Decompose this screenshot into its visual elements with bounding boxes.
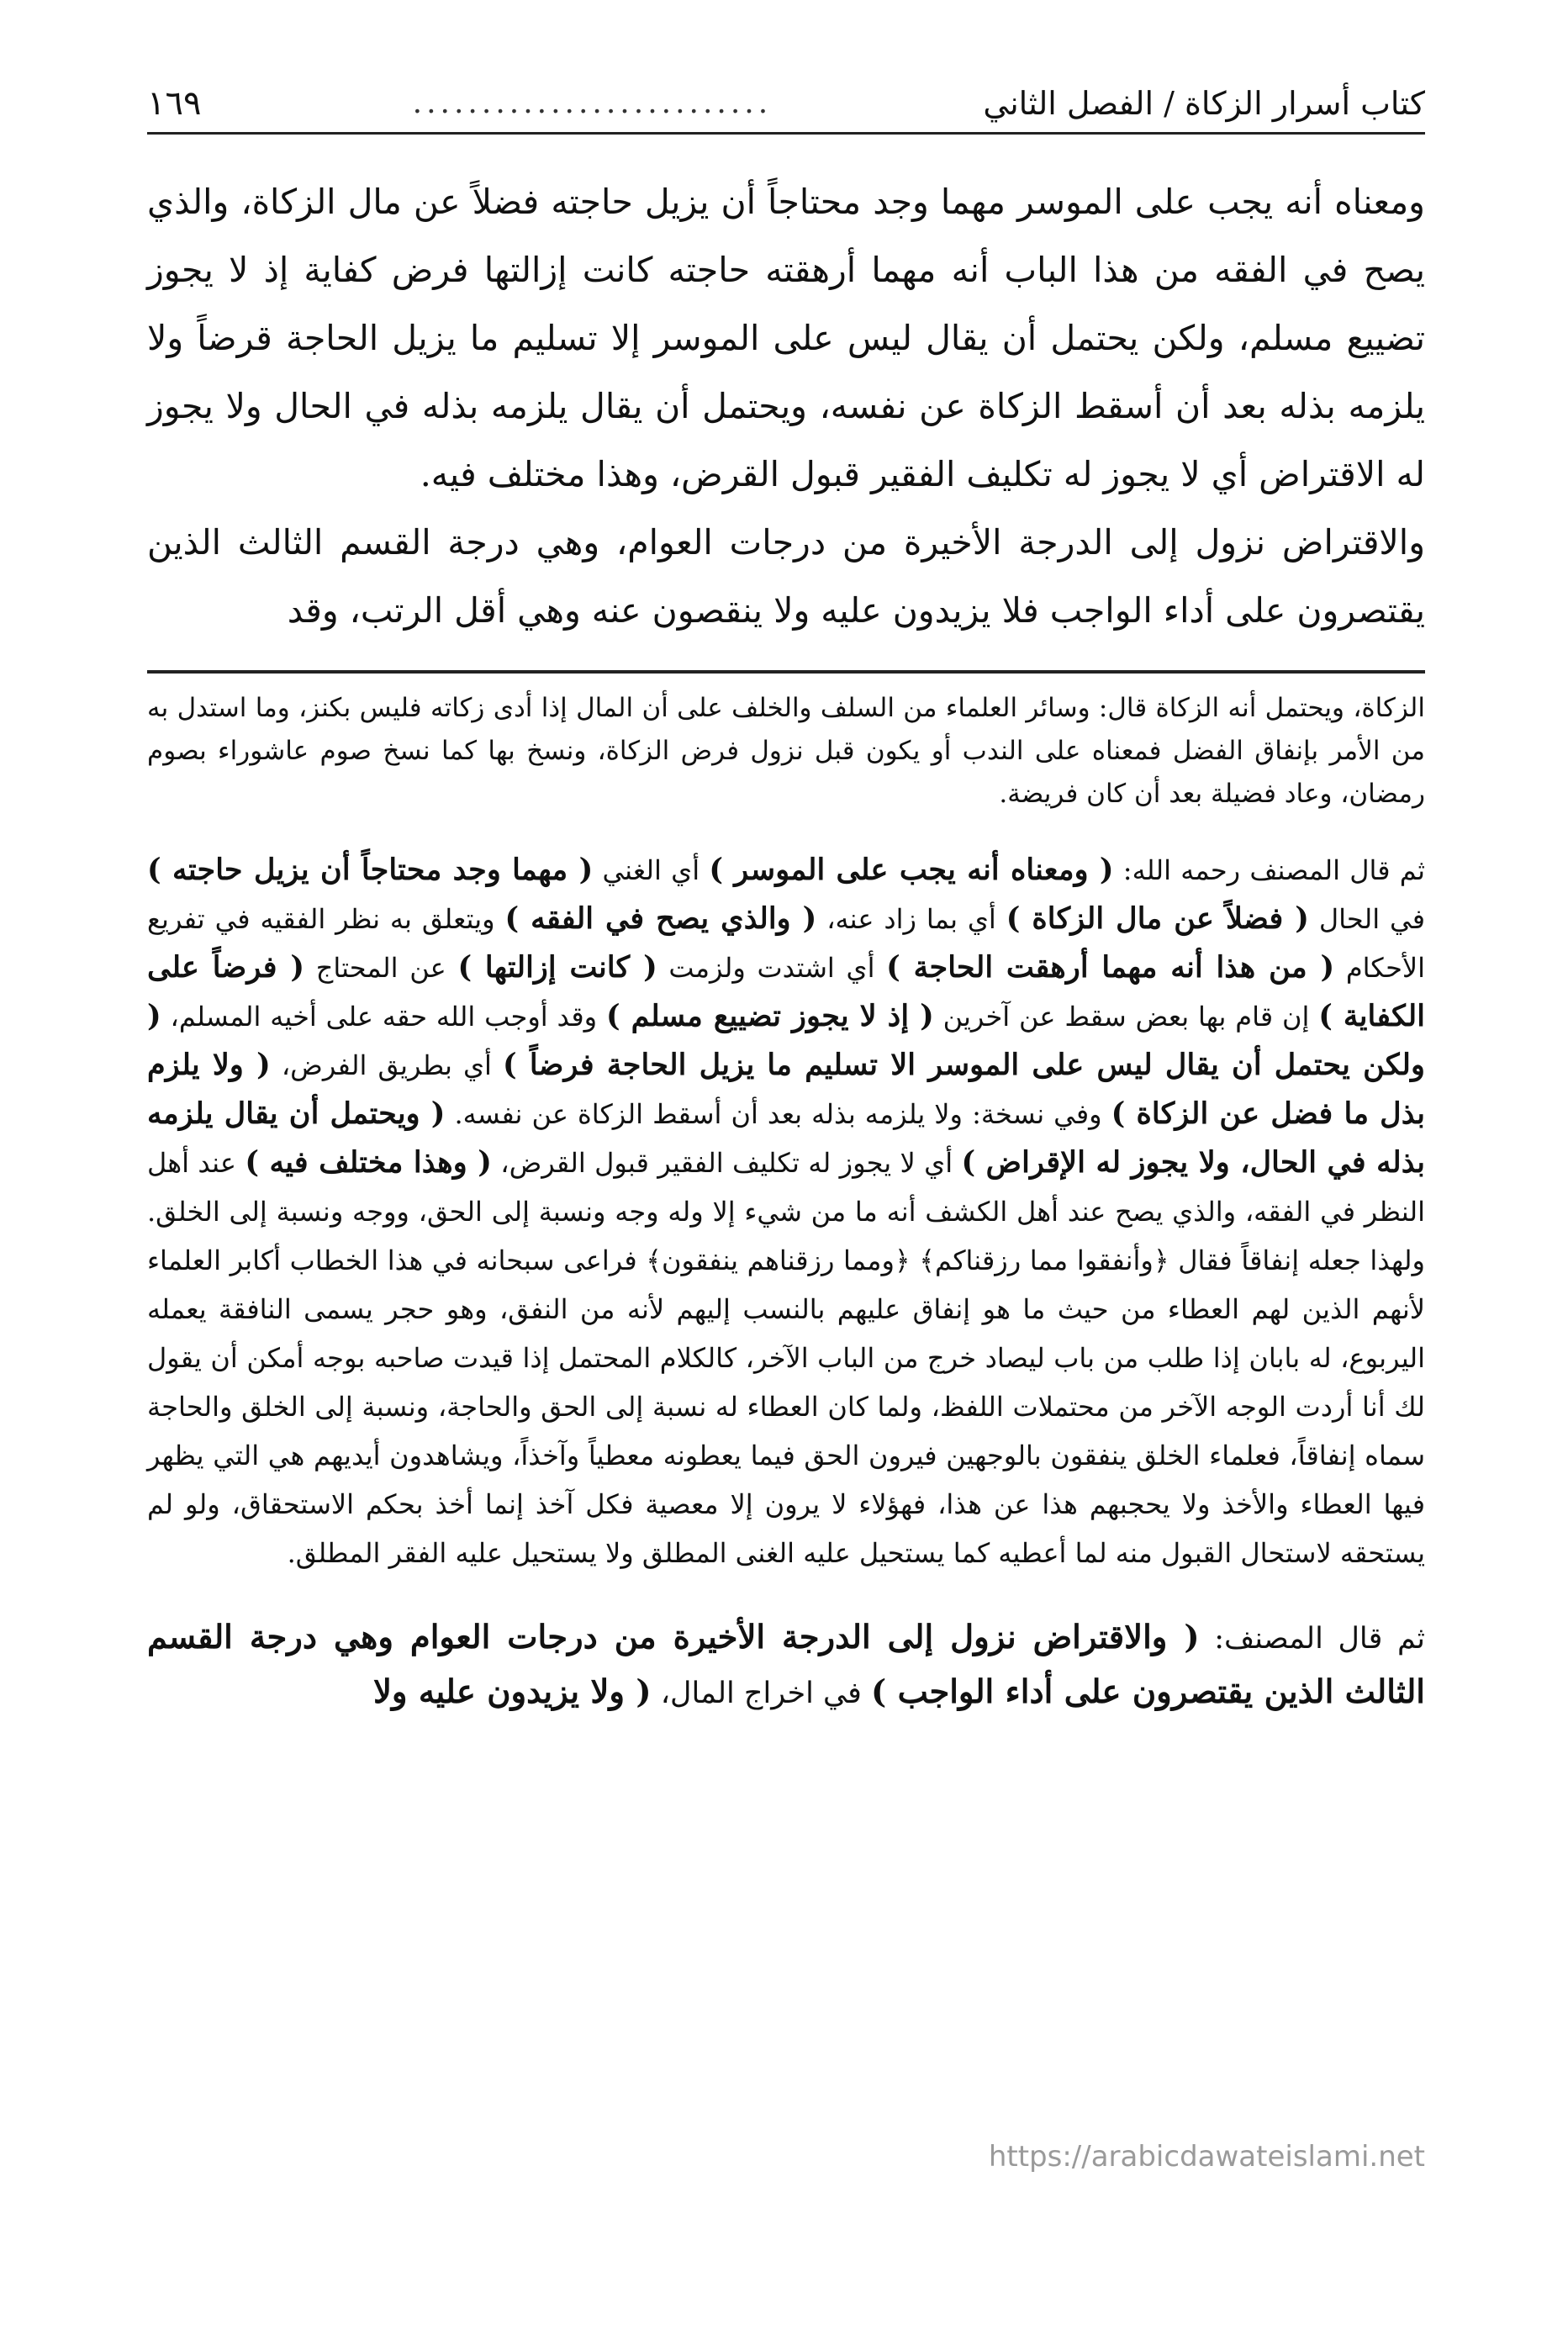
quoted-matn-text: ( وهذا مختلف فيه ) [245,1145,492,1180]
commentary-text: إن قام بها بعض سقط عن آخرين [933,1001,1319,1033]
footnote [147,687,1425,816]
main-paragraph-2: والاقتراض نزول إلى الدرجة الأخيرة من درجات العوام، وهي درجة القسم الثالث الذين يقتصرون على أداء الواجب فلا يزيدون عليه ولا ينقصون عنه وهي أقل الرتب، وقد [147,522,1425,631]
commentary-text: أي بما زاد عنه، [816,903,1006,935]
commentary-text: وقد أوجب الله حقه على أخيه المسلم، [161,1001,606,1033]
footnote-text: الزكاة، ويحتمل أنه الزكاة قال: وسائر العلماء من السلف والخلف على أن المال إذا أدى زكاته فليس بكنز، وما استدل به من الأمر بإنفاق الفضل فمعناه على الندب أو يكون قبل نزول فرض الزكاة، ونسخ بها كما نسخ صوم عاشوراء بصوم رمضان، وعاد فضيلة بعد أن كان فريضة. [147,693,1425,809]
quoted-matn-text: ( ومعناه أنه يجب على الموسر ) [709,853,1114,887]
commentary [147,846,1425,1720]
commentary-text: وفي نسخة: ولا يلزمه بذله بعد أن أسقط الزكاة عن نفسه. [445,1098,1111,1130]
quoted-matn-text: ( مهما وجد محتاجاً أن يزيل حاجته ) [147,853,594,887]
quoted-matn-text: ( كانت إزالتها ) [457,950,657,985]
commentary-text: ويتعلق به نظر الفقيه في تفريع الأحكام [147,903,1426,984]
watermark-url: https://arabicdawateislami.net [988,2140,1425,2174]
commentary-text: في اخراج المال، [651,1677,872,1710]
footnote-divider [147,670,1425,674]
page-number: ١٦٩ [147,84,202,123]
quoted-matn-text: ( والذي يصح في الفقه ) [504,901,817,936]
commentary-text: في الحال [1308,903,1426,935]
quoted-matn-text: ( ولا يلزم بذل ما فضل عن الزكاة ) [147,1048,1426,1131]
running-header [147,80,1425,135]
header-leader-dots: .......................... [412,86,773,120]
commentary-text: أي بطريق الفرض، [270,1049,504,1081]
main-text [147,168,1425,645]
quoted-matn-text: ( ويحتمل أن يقال يلزمه بذله في الحال، ولا يجوز له الإقراض ) [147,1096,1426,1180]
quoted-matn-text: ( فضلاً عن مال الزكاة ) [1006,901,1309,936]
book-page [147,80,1425,2274]
commentary-text: ثم قال المصنف رحمه الله: [1113,854,1426,886]
quoted-matn-text: ( إذ لا يجوز تضييع مسلم ) [605,999,934,1033]
commentary-text: ثم قال المصنف: [1199,1622,1426,1656]
main-paragraph-1: ومعناه أنه يجب على الموسر مهما وجد محتاجاً أن يزيل حاجته فضلاً عن مال الزكاة، والذي يصح في الفقه من هذا الباب أنه مهما أرهقته حاجته كانت إزالتها فرض كفاية إذ لا يجوز تضييع مسلم، ولكن يحتمل أن يقال ليس على الموسر إلا تسليم ما يزيل الحاجة قرضاً ولا يلزمه بذله بعد أن أسقط الزكاة عن نفسه، ويحتمل أن يقال يلزمه بذله في الحال ولا يجوز له الاقتراض أي لا يجوز له تكليف الفقير قبول القرض، وهذا مختلف فيه. [147,182,1425,494]
commentary-paragraph-2 [147,1611,1425,1720]
commentary-text: عن المحتاج [304,952,458,984]
commentary-paragraph-1 [147,846,1425,1577]
quoted-matn-text: ( من هذا أنه مهما أرهقت الحاجة ) [886,950,1335,985]
quoted-matn-text: ( فرضاً على الكفاية ) [147,950,1426,1033]
quoted-matn-text: ( ولكن يحتمل أن يقال ليس على الموسر الا تسليم ما يزيل الحاجة فرضاً ) [147,999,1426,1082]
quoted-matn-text: ( والاقتراض نزول إلى الدرجة الأخيرة من درجات العوام وهي درجة القسم الثالث الذين يقتصرون على أداء الواجب ) [147,1619,1425,1711]
commentary-text: عند أهل النظر في الفقه، والذي يصح عند أهل الكشف أنه ما من شيء إلا وله وجه ونسبة إلى الحق، ووجه ونسبة إلى الخلق. ولهذا جعله إنفاقاً فقال ﴿وأنفقوا مما رزقناكم﴾ ﴿ومما رزقناهم ينفقون﴾ فراعى سبحانه في هذا الخطاب أكابر العلماء لأنهم الذين لهم العطاء من حيث ما هو إنفاق عليهم بالنسب إليهم لأنه من النفق، وهو حجر يسمى النافقة يعمله اليربوع، له بابان إذا طلب من باب ليصاد خرج من الباب الآخر، كالكلام المحتمل إذا قيدت صاحبه بوجه أمكن أن يقول لك أنا أردت الوجه الآخر من محتملات اللفظ، ولما كان العطاء له نسبة إلى الحق والحاجة، ونسبة إلى الخلق والحاجة سماه إنفاقاً، فعلماء الخلق ينفقون بالوجهين فيرون الحق فيما يعطونه معطياً وآخذاً، ويشاهدون أيديهم هي التي يظهر فيها العطاء والأخذ ولا يحجبهم هذا عن هذا، فهؤلاء لا يرون إلا معصية فكل آخذ إنما أخذ بحكم الاستحقاق، ولو لم يستحقه لاستحال القبول منه لما أعطيه كما يستحيل عليه الغنى المطلق ولا يستحيل عليه الفقر المطلق. [147,1147,1426,1569]
commentary-text: أي اشتدت ولزمت [657,952,887,984]
commentary-text: أي الغني [593,854,710,886]
quoted-matn-text: ( ولا يزيدون عليه ولا [372,1673,652,1711]
header-title: كتاب أسرار الزكاة / الفصل الثاني [983,85,1425,122]
commentary-text: أي لا يجوز له تكليف الفقير قبول القرض، [491,1147,962,1179]
